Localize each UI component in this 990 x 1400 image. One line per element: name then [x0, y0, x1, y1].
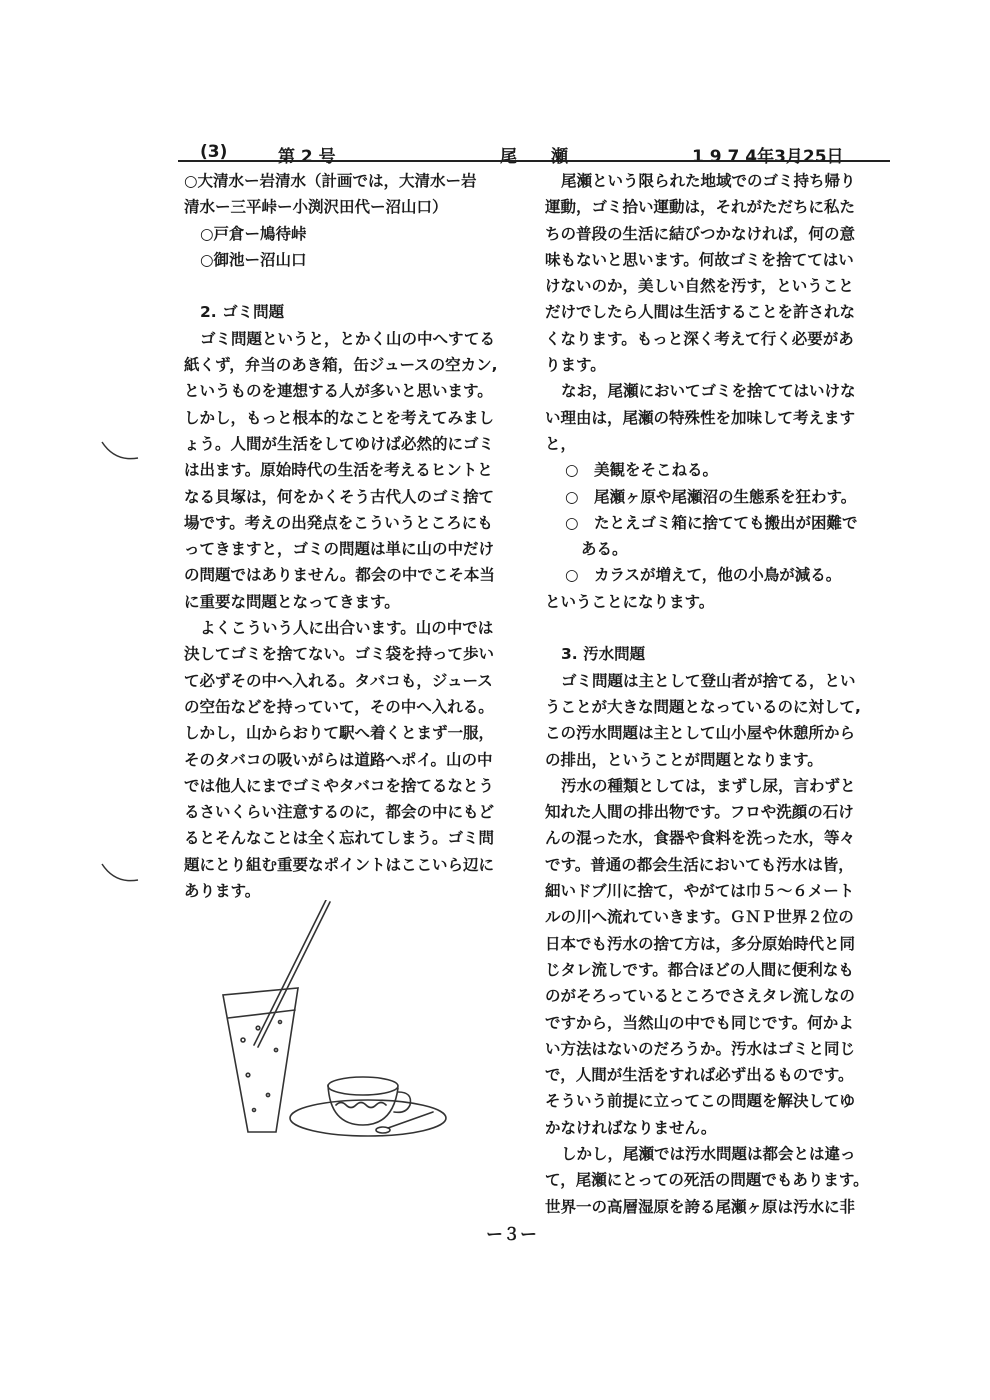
header-rule: [178, 160, 890, 162]
right-column-line: うことが大きな問題となっているのに対して,: [545, 697, 861, 716]
header-date: 1 9 7 4年3月25日: [692, 147, 844, 167]
straw-line: [254, 900, 326, 1045]
left-column-line: そのタバコの吸いがらは道路へポイ。山の中: [184, 750, 493, 769]
right-column-line: 世界一の高層湿原を誇る尾瀬ヶ原は汚水に非: [545, 1197, 856, 1216]
right-column-line: 尾瀬という限られた地域でのゴミ持ち帰り: [561, 172, 856, 190]
right-column-line: で，人間が生活をすれば必ず出るものです。: [545, 1066, 854, 1085]
page-number: ー３ー: [486, 1225, 537, 1245]
right-column-line: ちの普段の生活に結びつかなければ，何の意: [545, 224, 856, 243]
right-column-line: い理由は，尾瀬の特殊性を加味して考えます: [545, 408, 856, 427]
cup-outline: [328, 1085, 398, 1125]
right-column-line: ○ 尾瀬ヶ原や尾瀬沼の生態系を狂わす。: [565, 487, 857, 506]
left-column-line: 決してゴミを捨てない。ゴミ袋を持って歩い: [184, 645, 495, 664]
header-issue-number: (3): [200, 142, 228, 162]
right-column: [545, 168, 890, 1220]
glass-outline: [223, 988, 298, 1132]
right-column-line: [545, 615, 890, 641]
right-column-line: だけでしたら人間は生活することを許されな: [545, 303, 856, 322]
glass-and-cup-illustration: [218, 900, 448, 1140]
left-margin-mark-top: [100, 440, 140, 470]
right-column-line: 味もないと思います。何故ゴミを捨ててはい: [545, 250, 854, 269]
right-column-line: 知れた人間の排出物です。フロや洗顔の石け: [545, 803, 854, 822]
left-column-line: ○御池ー沼山口: [200, 250, 307, 269]
right-column-line: 汚水の種類としては，まずし尿，言わずと: [561, 776, 856, 795]
left-column: [184, 168, 524, 904]
right-column-line: い方法はないのだろうか。汚水はゴミと同じ: [545, 1039, 856, 1058]
header-title: 尾 瀬: [500, 147, 568, 167]
left-column-line: しかし，もっと根本的なことを考えてみまし: [184, 408, 495, 427]
right-column-line: ある。: [581, 540, 628, 559]
left-column-line: [184, 273, 524, 299]
right-column-line: て，尾瀬にとっての死活の問題でもあります。: [545, 1171, 869, 1190]
left-column-line: ってきますと，ゴミの問題は単に山の中だけ: [184, 540, 495, 559]
left-column-line: ○戸倉ー鳩待峠: [200, 224, 307, 243]
right-column-line: くなります。もっと深く考えて行く必要があ: [545, 329, 854, 348]
left-column-line: て必ずその中へ入れる。タバコも，ジュース: [184, 671, 493, 690]
right-column-line: ルの川へ流れていきます。ＧＮＰ世界２位の: [545, 908, 854, 927]
right-column-line: です。普通の都会生活においても汚水は皆，: [545, 855, 854, 874]
left-column-line: あります。: [184, 882, 261, 901]
left-column-line: 清水ー三平峠ー小渕沢田代ー沼山口）: [184, 198, 448, 217]
left-column-line: しかし，山からおりて駅へ着くとまず一服，: [184, 724, 495, 743]
right-column-line: ○ 美観をそこねる。: [565, 461, 719, 480]
left-column-line: 場です。考えの出発点をこういうところにも: [184, 513, 493, 532]
right-column-line: ○ カラスが増えて，他の小鳥が減る。: [565, 566, 842, 585]
saucer-outline: [290, 1100, 446, 1136]
right-column-line: 3. 汚水問題: [561, 645, 646, 664]
left-column-line: よくこういう人に出合います。山の中では: [200, 619, 494, 638]
right-column-line: と，: [545, 434, 577, 453]
header-number: 第 2 号: [278, 147, 336, 167]
left-column-line: の問題ではありません。都会の中でこそ本当: [184, 566, 495, 585]
right-column-line: のがそろっているところでさえタレ流しなの: [545, 987, 855, 1006]
right-column-line: んの混った水，食器や食料を洗った水，等々: [545, 829, 856, 848]
right-column-line: じタレ流しです。都合ほどの人間に便利なも: [545, 960, 854, 979]
right-column-line: この汚水問題は主として山小屋や休憩所から: [545, 724, 856, 743]
right-column-line: けないのか，美しい自然を汚す，ということ: [545, 277, 854, 296]
left-column-line: では他人にまでゴミやタバコを捨てるなとう: [184, 776, 494, 795]
left-column-line: 紙くず，弁当のあき箱，缶ジュースの空カン,: [184, 356, 498, 375]
right-column-line: 日本でも汚水の捨て方は，多分原始時代と同: [545, 934, 856, 953]
left-column-line: るとそんなことは全く忘れてしまう。ゴミ問: [184, 829, 495, 848]
right-column-line: なお，尾瀬においてゴミを捨ててはいけな: [561, 382, 856, 401]
left-column-line: ○大清水ー岩清水（計画では，大清水ー岩: [184, 172, 477, 190]
left-column-line: に重要な問題となってきます。: [184, 592, 400, 611]
right-column-line: ○ たとえゴミ箱に捨てても搬出が困難で: [565, 513, 858, 532]
right-column-line: ですから，当然山の中でも同じです。何かよ: [545, 1013, 854, 1032]
right-column-line: 運動，ゴミ拾い運動は，それがただちに私た: [545, 198, 856, 217]
right-column-line: 細いドブ川に捨て，やがては巾５～６メート: [545, 882, 855, 901]
page-header: [178, 138, 890, 167]
left-margin-mark-bottom: [100, 862, 140, 892]
left-column-line: るさいくらい注意するのに，都会の中にもど: [184, 803, 495, 822]
right-column-line: ゴミ問題は主として登山者が捨てる，とい: [561, 671, 856, 690]
right-column-line: の排出，ということが問題となります。: [545, 750, 823, 769]
left-column-line: なる貝塚は，何をかくそう古代人のゴミ捨て: [184, 487, 495, 506]
left-column-line: 2. ゴミ問題: [200, 303, 285, 322]
right-column-line: かなければなりません。: [545, 1118, 717, 1137]
left-column-line: の空缶などを持っていて，その中へ入れる。: [184, 697, 494, 716]
right-column-line: そういう前提に立ってこの問題を解決してゆ: [545, 1092, 856, 1111]
right-column-line: しかし，尾瀬では汚水問題は都会とは違っ: [561, 1144, 856, 1163]
right-column-line: ります。: [545, 356, 606, 375]
left-column-line: ゴミ問題というと，とかく山の中へすてる: [200, 329, 495, 348]
left-column-line: は出ます。原始時代の生活を考えるヒントと: [184, 461, 493, 480]
left-column-line: というものを連想する人が多いと思います。: [184, 382, 493, 401]
right-column-line: ということになります。: [545, 592, 715, 611]
left-column-line: 題にとり組む重要なポイントはここいら辺に: [184, 855, 495, 874]
left-column-line: ょう。人間が生活をしてゆけば必然的にゴミ: [184, 434, 495, 453]
